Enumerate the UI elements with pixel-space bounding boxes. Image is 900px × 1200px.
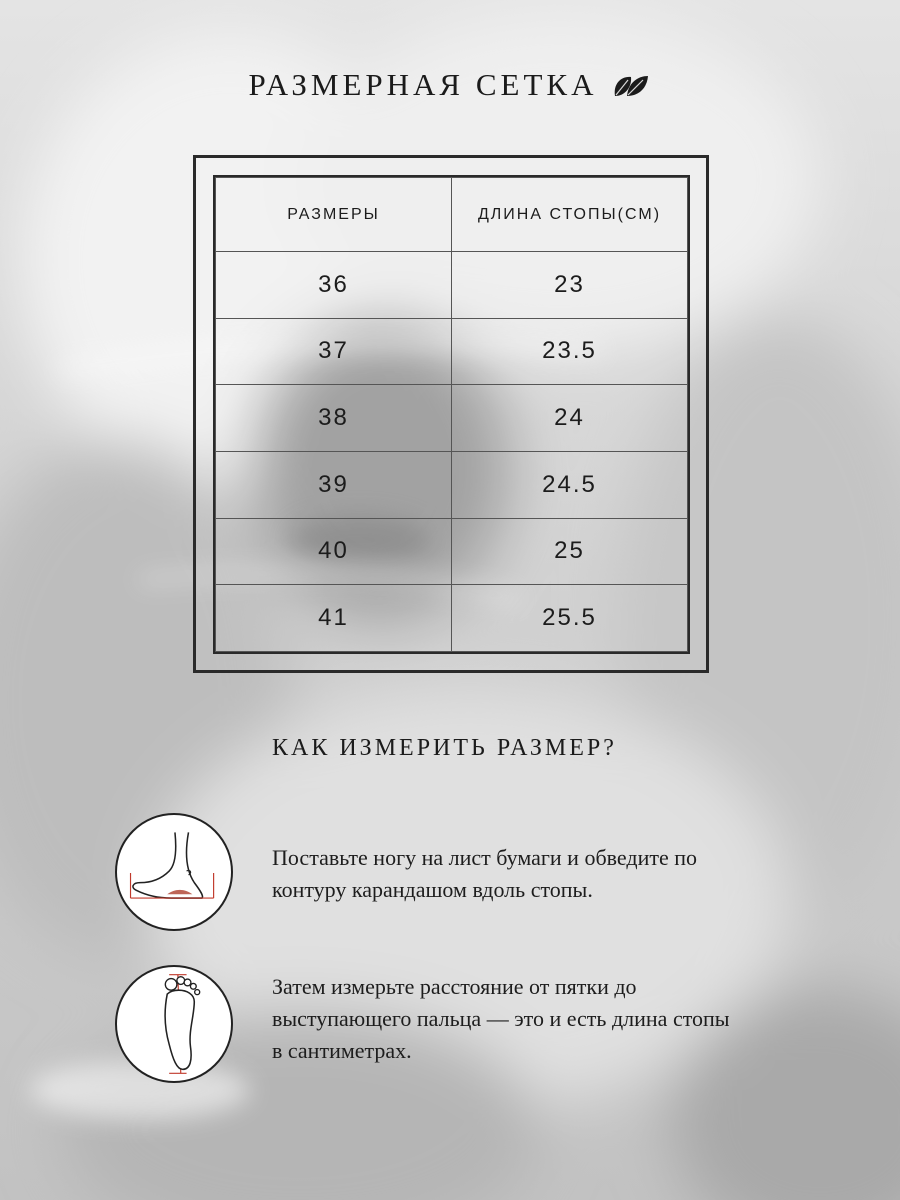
size-cell: 41 [216,585,452,652]
size-cell: 38 [216,385,452,452]
foot-length-cell: 23.5 [452,318,688,385]
table-row [216,585,688,652]
foot-length-cell: 25 [452,518,688,585]
step-2-text: Затем измерьте расстояние от пятки до выступающего пальца — это и есть длина стопы в сантиметрах. [272,974,730,1063]
foot-sole-icon [115,965,233,1083]
leaf-icon [611,70,651,100]
header [0,60,900,110]
foot-side-icon [115,813,233,931]
foot-length-cell: 25.5 [452,585,688,652]
size-table-frame [193,155,709,673]
size-cell: 39 [216,451,452,518]
column-header-foot-length: ДЛИНА СТОПЫ(СМ) [452,178,688,252]
page-title: РАЗМЕРНАЯ СЕТКА [248,67,598,102]
size-cell: 36 [216,252,452,319]
table-row [216,451,688,518]
size-table-inner [213,175,690,654]
table-row [216,318,688,385]
column-header-size: РАЗМЕРЫ [216,178,452,252]
table-row [216,385,688,452]
table-header-row [216,178,688,252]
size-cell: 37 [216,318,452,385]
step-1-text: Поставьте ногу на лист бумаги и обведите по контуру карандашом вдоль стопы. [272,845,697,902]
foot-length-cell: 24 [452,385,688,452]
how-to-measure-title: КАК ИЗМЕРИТЬ РАЗМЕР? [272,735,617,761]
table-row [216,518,688,585]
foot-length-cell: 23 [452,252,688,319]
size-cell: 40 [216,518,452,585]
table-row [216,252,688,319]
foot-length-cell: 24.5 [452,451,688,518]
size-table [215,177,688,652]
